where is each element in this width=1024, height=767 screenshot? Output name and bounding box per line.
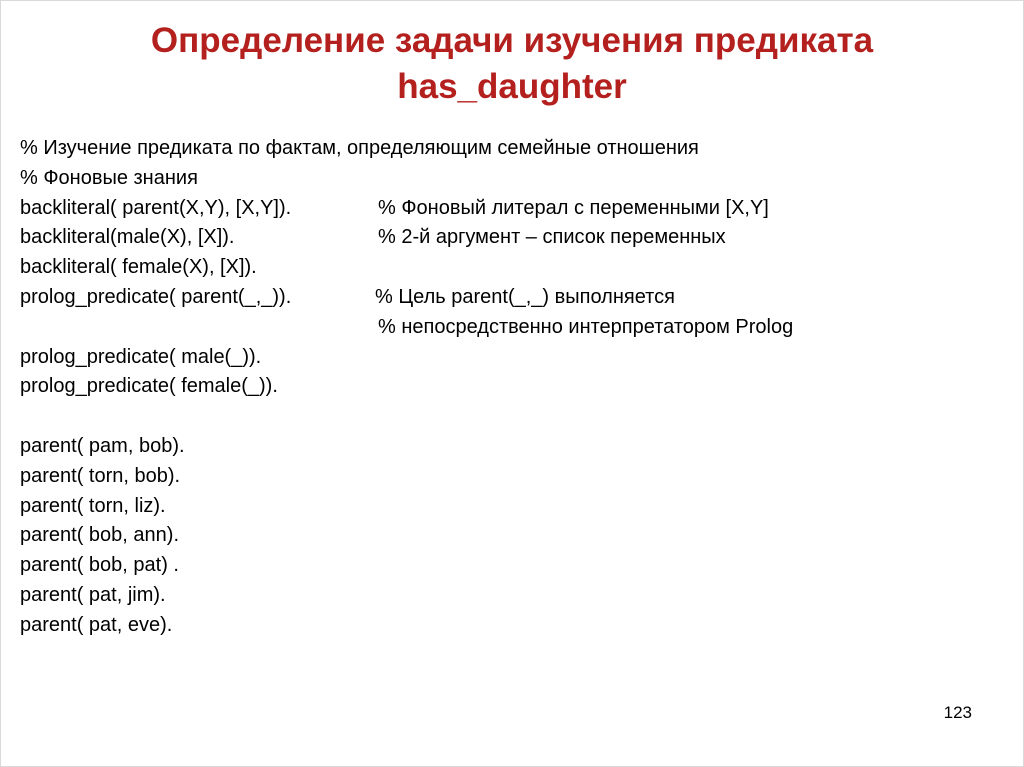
code-text: % Изучение предиката по фактам, определяющим семейные отношения — [20, 137, 699, 159]
code-comment: % непосредственно интерпретатором Prolog — [378, 315, 794, 338]
code-line — [20, 164, 198, 194]
code-comment: % Фоновый литерал с переменными [X,Y] — [378, 196, 769, 219]
code-comment: % 2-й аргумент – список переменных — [378, 226, 726, 249]
code-text: parent( pam, bob). — [20, 434, 185, 457]
code-text: backliteral(male(X), [X]). — [20, 226, 235, 249]
slide-number: 123 — [943, 703, 972, 722]
code-text: parent( pat, eve). — [20, 613, 173, 636]
code-line — [20, 462, 181, 492]
code-text: parent( bob, pat) . — [20, 554, 179, 577]
code-comment: % Цель parent(_,_) выполняется — [375, 285, 675, 308]
code-line — [20, 492, 166, 522]
code-line — [20, 581, 166, 611]
code-line — [20, 223, 726, 253]
code-line — [20, 372, 278, 402]
code-line — [20, 432, 185, 462]
code-line — [20, 343, 262, 373]
code-text: prolog_predicate( male(_)). — [20, 345, 262, 368]
code-text: prolog_predicate( parent(_,_)). — [20, 285, 292, 308]
code-text: parent( bob, ann). — [20, 524, 179, 547]
code-line — [20, 313, 794, 343]
title-line-2: has_daughter — [397, 67, 627, 106]
code-text: % Фоновые знания — [20, 166, 198, 189]
code-line — [20, 551, 179, 581]
code-text: backliteral( parent(X,Y), [X,Y]). — [20, 196, 292, 219]
code-line — [20, 134, 699, 164]
code-text: backliteral( female(X), [X]). — [20, 256, 257, 279]
code-line — [20, 194, 769, 224]
code-line — [20, 611, 173, 641]
code-line — [20, 253, 257, 283]
code-text: parent( torn, bob). — [20, 464, 181, 487]
code-listing — [20, 134, 794, 641]
code-text: parent( pat, jim). — [20, 583, 166, 606]
code-text: parent( torn, liz). — [20, 494, 166, 517]
code-text: prolog_predicate( female(_)). — [20, 375, 278, 398]
code-line — [20, 283, 675, 313]
slide-title — [0, 18, 1024, 110]
title-line-1: Определение задачи изучения предиката — [150, 21, 874, 60]
code-line — [20, 521, 179, 551]
